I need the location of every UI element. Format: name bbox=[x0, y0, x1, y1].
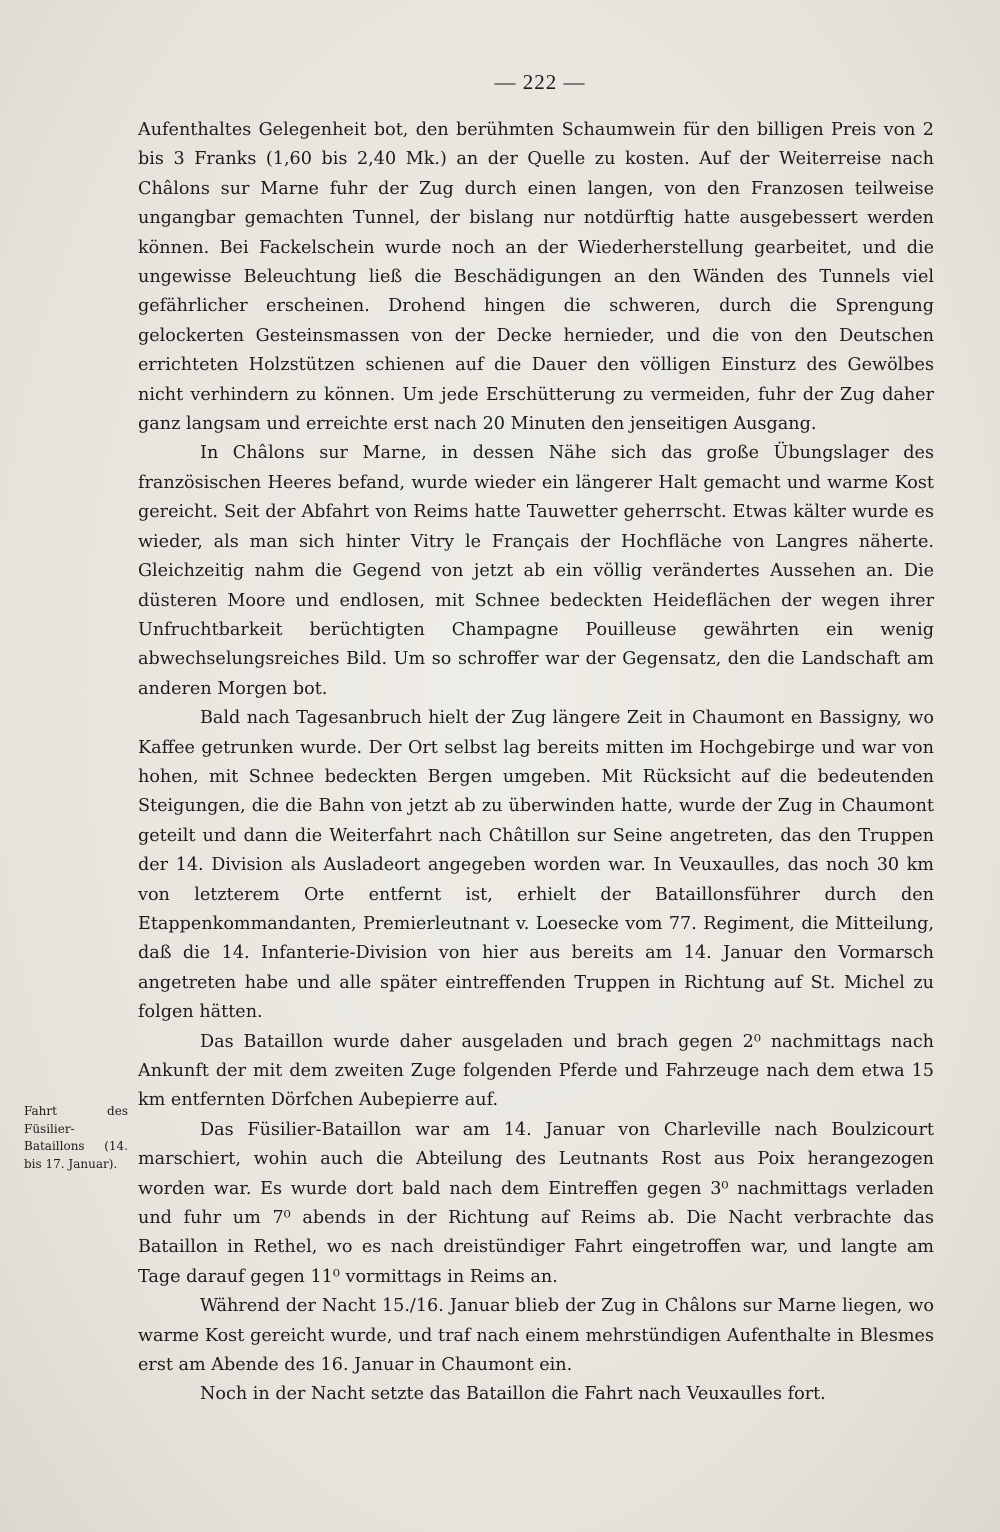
paragraph: Das Bataillon wurde daher ausgeladen und brach gegen 2⁰ nachmittags nach Ankunft der mit dem zweiten Zuge folgenden Pferde und Fahrzeuge nach dem etwa 15 km entfernten Dörfchen Aubepierre auf. bbox=[138, 1031, 934, 1111]
page-number: — 222 — bbox=[494, 70, 586, 94]
paragraph: Noch in der Nacht setzte das Bataillon die Fahrt nach Veuxaulles fort. bbox=[200, 1384, 826, 1405]
paragraph: Das Füsilier-Bataillon war am 14. Januar von Charleville nach Boulzicourt marschiert, wohin auch die Abteilung des Leutnants Rost aus Poix herangezogen worden war. Es wurde dort bald nach dem Eintreffen gegen 3⁰ nachmittags verladen und fuhr um 7⁰ abends in der Richtung auf Reims ab. Die Nacht verbrachte das Bataillon in Rethel, wo es nach dreistündiger Fahrt eingetroffen war, und langte am Tage darauf gegen 11⁰ vormittags in Reims an. bbox=[138, 1119, 934, 1287]
paragraph: Während der Nacht 15./16. Januar blieb der Zug in Châlons sur Marne liegen, wo warme Kost gereicht wurde, und traf nach einem mehrstündigen Aufenthalte in Blesmes erst am Abende des 16. Januar in Chaumont ein. bbox=[138, 1296, 934, 1376]
body-text bbox=[138, 116, 934, 1410]
paragraph: In Châlons sur Marne, in dessen Nähe sich das große Übungslager des französischen Heeres befand, wurde wieder ein längerer Halt gemacht und warme Kost gereicht. Seit der Abfahrt von Reims hatte Tauwetter geherrscht. Etwas kälter wurde es wieder, als man sich hinter Vitry le Français der Hochfläche von Langres näherte. Gleichzeitig nahm die Gegend von jetzt ab ein völlig verändertes Aussehen an. Die düsteren Moore und endlosen, mit Schnee bedeckten Heideflächen der wegen ihrer Unfruchtbarkeit berüchtigten Champagne Pouilleuse gewährten ein wenig abwechselungsreiches Bild. Um so schroffer war der Gegensatz, den die Landschaft am anderen Morgen bot. bbox=[138, 443, 934, 699]
paragraph: Bald nach Tagesanbruch hielt der Zug längere Zeit in Chaumont en Bassigny, wo Kaffee getrunken wurde. Der Ort selbst lag bereits mitten im Hochgebirge und war von hohen, mit Schnee bedeckten Bergen umgeben. Mit Rücksicht auf die bedeutenden Steigungen, die die Bahn von jetzt ab zu überwinden hatte, wurde der Zug in Chaumont geteilt und dann die Weiterfahrt nach Châtillon sur Seine angetreten, das den Truppen der 14. Division als Ausladeort angegeben worden war. In Veuxaulles, das noch 30 km von letzterem Orte entfernt ist, erhielt der Bataillonsführer durch den Etappenkommandanten, Premierleutnant v. Loesecke vom 77. Regiment, die Mitteilung, daß die 14. Infanterie-Division von hier aus bereits am 14. Januar den Vormarsch angetreten habe und alle später eintreffenden Truppen in Richtung auf St. Michel zu folgen hätten. bbox=[138, 708, 934, 1023]
margin-note: Fahrt des Füsilier-Bataillons (14. bis 17. Januar). bbox=[24, 1104, 128, 1171]
paragraph: Aufenthaltes Gelegenheit bot, den berühmten Schaumwein für den billigen Preis von 2 bis 3 Franks (1,60 bis 2,40 Mk.) an der Quelle zu kosten. Auf der Weiterreise nach Châlons sur Marne fuhr der Zug durch einen langen, von den Franzosen teilweise ungangbar gemachten Tunnel, der bislang nur notdürftig hatte ausgebessert werden können. Bei Fackelschein wurde noch an der Wiederherstellung gearbeitet, und die ungewisse Beleuchtung ließ die Beschädigungen an den Wänden des Tunnels viel gefährlicher erscheinen. Drohend hingen die schweren, durch die Sprengung gelockerten Gesteinsmassen von der Decke hernieder, und die von den Deutschen errichteten Holzstützen schienen auf die Dauer den völligen Einsturz des Gewölbes nicht verhindern zu können. Um jede Erschütterung zu vermeiden, fuhr der Zug daher ganz langsam und erreichte erst nach 20 Minuten den jenseitigen Ausgang. bbox=[138, 120, 934, 435]
